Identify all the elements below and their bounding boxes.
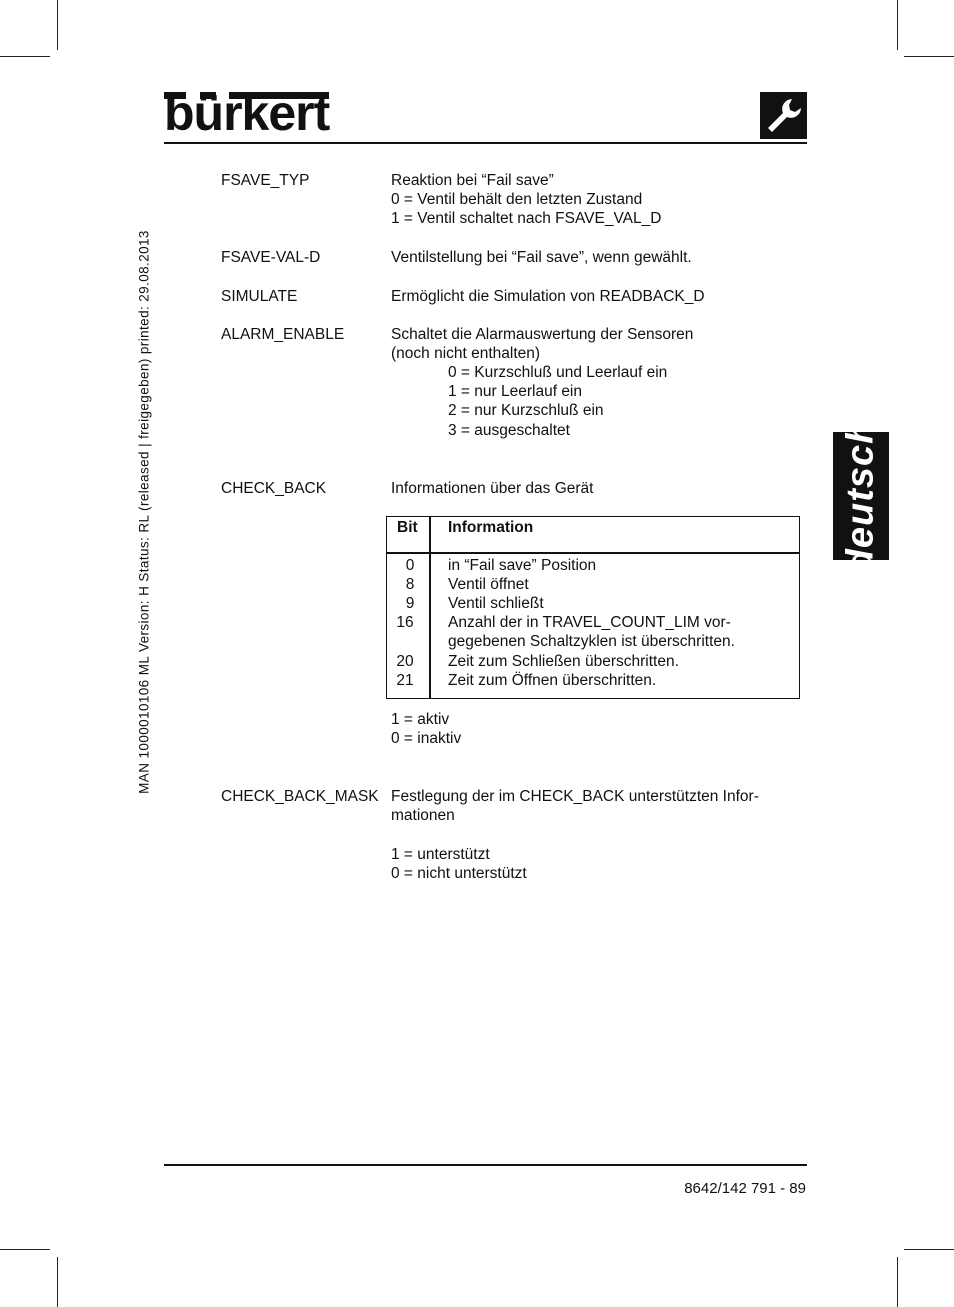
param-name: CHECK_BACK_MASK [221,788,379,805]
page-number: 8642/142 791 - 89 [684,1180,806,1197]
param-option: 2 = nur Kurzschluß ein [448,402,604,419]
param-desc: Reaktion bei “Fail save” [391,172,554,189]
param-desc: Ventilstellung bei “Fail save”, wenn gewählt. [391,249,692,266]
param-name: SIMULATE [221,288,298,305]
table-cell-bit: 0 [405,557,415,574]
table-cell-bit: 20 [396,653,414,670]
table-cell-bit: 21 [396,672,414,689]
crop-mark [0,56,50,57]
param-option: 0 = Kurzschluß und Leerlauf ein [448,364,668,381]
param-desc: Ermöglicht die Simulation von READBACK_D [391,288,705,305]
param-name: CHECK_BACK [221,480,327,497]
param-desc: Informationen über das Gerät [391,480,594,497]
param-desc: (noch nicht enthalten) [391,345,541,362]
table-cell-info: Zeit zum Schließen überschritten. [448,653,679,670]
header-rule [164,142,807,144]
crop-mark [57,1257,58,1307]
table-cell-info: Ventil schließt [448,595,544,612]
crop-mark [904,1249,954,1250]
document-status-text: MAN 1000010106 ML Version: H Status: RL (released | freigegeben) printed: 29.08.2013 [136,230,152,794]
param-desc: Schaltet die Alarmauswertung der Sensoren [391,326,694,343]
table-cell-info: Zeit zum Öffnen überschritten. [448,672,657,689]
param-option: 1 = nur Leerlauf ein [448,383,582,400]
param-desc: 0 = nicht unterstützt [391,865,527,882]
param-desc: Festlegung der im CHECK_BACK unterstützten Infor- [391,788,759,805]
param-name: FSAVE-VAL-D [221,249,321,266]
legend-inactive: 0 = inaktiv [391,730,462,747]
crop-mark [897,1257,898,1307]
table-cell-info: in “Fail save” Position [448,557,597,574]
param-desc: 1 = Ventil schaltet nach FSAVE_VAL_D [391,210,662,227]
param-desc: mationen [391,807,455,824]
table-cell-info: Anzahl der in TRAVEL_COUNT_LIM vor- [448,614,731,631]
crop-mark [904,56,954,57]
param-desc: 1 = unterstützt [391,846,490,863]
table-divider [386,552,800,554]
param-name: FSAVE_TYP [221,172,310,189]
table-header-bit: Bit [397,519,418,536]
crop-mark [57,0,58,50]
table-cell-bit: 16 [396,614,414,631]
crop-mark [0,1249,50,1250]
param-name: ALARM_ENABLE [221,326,345,343]
table-header-information: Information [448,519,534,536]
brand-logo: bürkert [164,85,330,141]
table-cell-info: Ventil öffnet [448,576,529,593]
wrench-icon [760,92,807,139]
param-desc: 0 = Ventil behält den letzten Zustand [391,191,643,208]
crop-mark [897,0,898,50]
param-option: 3 = ausgeschaltet [448,422,570,439]
footer-rule [164,1164,807,1166]
table-cell-bit: 8 [405,576,415,593]
table-cell-bit: 9 [405,595,415,612]
table-cell-info: gegebenen Schaltzyklen ist überschritten. [448,633,735,650]
language-tab-label: deutsch [839,419,882,573]
legend-active: 1 = aktiv [391,711,450,728]
